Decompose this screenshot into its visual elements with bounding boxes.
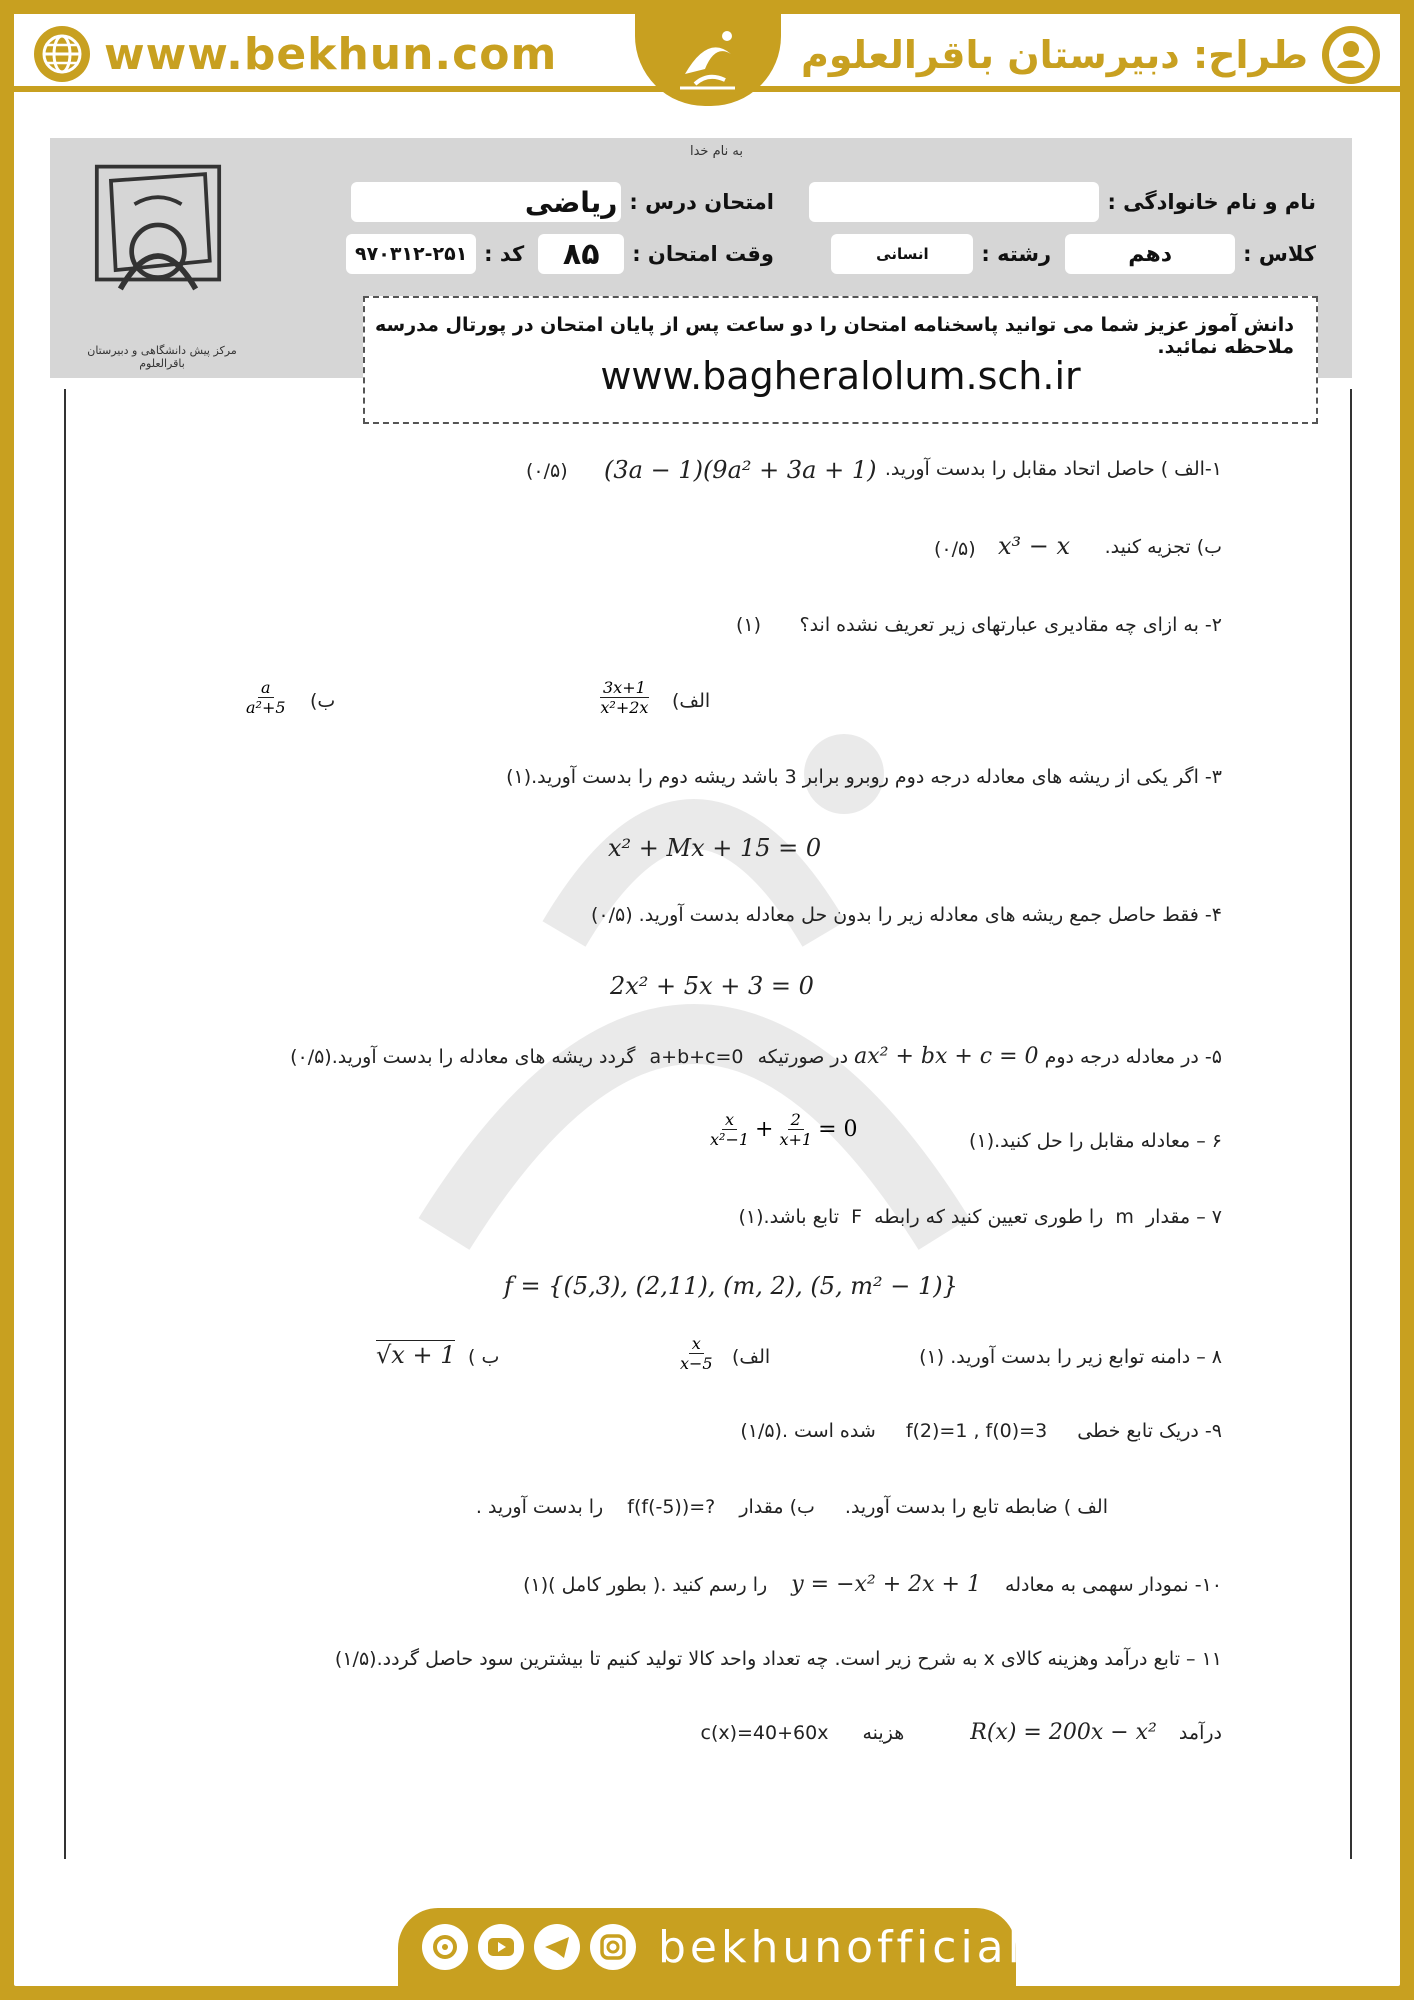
site-link[interactable] xyxy=(34,26,557,82)
user-icon xyxy=(1322,26,1380,84)
question-2: ۲- به ازای چه مقادیری عبارتهای زیر تعریف نشده اند؟ xyxy=(799,614,1222,636)
q8b-label: ب ) xyxy=(468,1346,500,1368)
q2b-fraction: $\frac{a}{\text{a²+5}}$ xyxy=(246,678,286,717)
q7-set: f = {(5,3), (2,11), (m, 2), (5, m² − 1)} xyxy=(504,1272,958,1300)
class-field[interactable] xyxy=(1065,234,1235,274)
notice-text: دانش آموز عزیز شما می توانید پاسخنامه امتحان را دو ساعت پس از پایان امتحان در پورتال مدرسه ملاحظه نمائید. xyxy=(375,314,1294,358)
time-row xyxy=(346,234,774,274)
q5-condition: a+b+c=0 xyxy=(649,1046,744,1068)
aparat-icon[interactable] xyxy=(422,1924,468,1970)
code-value: ۹۷۰۳۱۲-۲۵۱ xyxy=(355,243,468,265)
q1b-math: x³ − x xyxy=(998,532,1071,560)
q1b-score: (۰/۵) xyxy=(934,538,976,560)
page xyxy=(14,14,1400,1986)
designer-text: طراح: دبیرستان باقرالعلوم xyxy=(801,33,1308,77)
q2a-label: الف) xyxy=(672,690,711,712)
q8a-fraction: $\frac{x}{x-5}$ xyxy=(680,1334,713,1373)
question-6: ۶ – معادله مقابل را حل کنید.(۱) xyxy=(969,1130,1222,1152)
crest-caption: مرکز پیش دانشگاهی و دبیرستان باقرالعلوم xyxy=(87,344,237,370)
question-7: ۷ – مقدار m را طوری تعیین کنید که رابطه F تابع باشد.(۱) xyxy=(738,1206,1222,1228)
class-row xyxy=(831,234,1316,274)
name-field[interactable] xyxy=(809,182,1099,222)
question-11: ۱۱ – تابع درآمد وهزینه کالای x به شرح زیر است. چه تعداد واحد کالا تولید کنیم تا بیشترین سود حاصل گردد.(۱/۵) xyxy=(334,1648,1222,1670)
name-row xyxy=(809,182,1316,222)
globe-icon xyxy=(34,26,90,82)
q11-cost: c(x)=40+60x xyxy=(700,1722,829,1744)
class-label: کلاس : xyxy=(1243,242,1316,266)
time-value: ۸۵ xyxy=(562,236,600,272)
question-1a: ۱-الف ) حاصل اتحاد مقابل را بدست آورید. xyxy=(884,458,1222,480)
telegram-icon[interactable] xyxy=(534,1924,580,1970)
bismillah: به نام خدا xyxy=(690,144,743,159)
bekhun-logo xyxy=(635,14,781,106)
question-10: ۱۰- نمودار سهمی به معادله y = −x² + 2x + 1 را رسم کنید .( بطور کامل )(۱) xyxy=(523,1572,1222,1597)
q11-revenue: R(x) = 200x − x² xyxy=(970,1720,1157,1745)
q8b-math: √x + 1 xyxy=(376,1341,456,1369)
question-9-parts: الف ) ضابطه تابع را بدست آورید. ب) مقدار f(f(-5))=? را بدست آورید . xyxy=(475,1496,1108,1518)
question-8: ۸ – دامنه توابع زیر را بدست آورید. (۱) xyxy=(919,1346,1222,1368)
school-url[interactable]: www.bagheralolum.sch.ir xyxy=(600,354,1081,398)
code-label: کد : xyxy=(484,242,525,266)
instagram-icon[interactable] xyxy=(590,1924,636,1970)
q2a-fraction: $\frac{3x+1}{\text{x²+2x}}$ xyxy=(600,678,649,717)
q2-score: (۱) xyxy=(736,614,762,636)
q8a-label: الف) xyxy=(732,1346,771,1368)
code-field[interactable] xyxy=(346,234,476,274)
class-value: دهم xyxy=(1128,241,1173,267)
subject-value: ریاضی xyxy=(524,185,618,219)
school-crest xyxy=(78,146,238,366)
question-3: ۳- اگر یکی از ریشه های معادله درجه دوم روبرو برابر 3 باشد ریشه دوم را بدست آورید.(۱) xyxy=(506,766,1222,788)
designer-credit xyxy=(801,26,1380,84)
field-label: رشته : xyxy=(981,242,1052,266)
subject-row xyxy=(351,182,774,222)
q3-equation: x² + Mx + 15 = 0 xyxy=(608,834,822,862)
question-9: ۹- دریک تابع خطی f(2)=1 , f(0)=3 شده است .(۱/۵) xyxy=(740,1420,1222,1442)
q6-equation: $\frac{x}{\text{x²−1}}$ + $\frac{2}{x+1}$ = 0 xyxy=(710,1110,858,1149)
subject-label: امتحان درس : xyxy=(629,190,774,214)
field-field[interactable] xyxy=(831,234,973,274)
q9b-math: f(f(-5))=? xyxy=(627,1496,716,1518)
subject-field[interactable] xyxy=(351,182,621,222)
q4-equation: 2x² + 5x + 3 = 0 xyxy=(610,972,814,1000)
time-field[interactable] xyxy=(538,234,624,274)
q10-math: y = −x² + 2x + 1 xyxy=(791,1572,981,1597)
q9-condition: f(2)=1 , f(0)=3 xyxy=(905,1420,1048,1442)
social-footer xyxy=(398,1908,1024,1986)
question-4: ۴- فقط حاصل جمع ریشه های معادله زیر را بدون حل معادله بدست آورید. (۰/۵) xyxy=(590,904,1222,926)
social-handle[interactable]: bekhunofficial xyxy=(658,1921,1024,1973)
question-5: ۵- در معادله درجه دوم ax² + bx + c = 0 در صورتیکه a+b+c=0 گردد ریشه های معادله را بدست آورید.(۰/۵) xyxy=(290,1044,1222,1069)
name-label: نام و نام خانوادگی : xyxy=(1107,190,1316,214)
field-value: انسانی xyxy=(876,245,929,263)
q1a-math: (3a − 1)(9a² + 3a + 1) xyxy=(604,456,877,484)
youtube-icon[interactable] xyxy=(478,1924,524,1970)
time-label: وقت امتحان : xyxy=(632,242,774,266)
q1a-score: (۰/۵) xyxy=(526,460,568,482)
question-1b: ب) تجزیه کنید. xyxy=(1104,536,1222,558)
q11-functions: درآمد R(x) = 200x − x² هزینه c(x)=40+60x xyxy=(700,1720,1222,1745)
q5-math: ax² + bx + c = 0 xyxy=(854,1044,1039,1069)
site-url[interactable]: www.bekhun.com xyxy=(104,28,558,80)
q2b-label: ب) xyxy=(310,690,336,712)
